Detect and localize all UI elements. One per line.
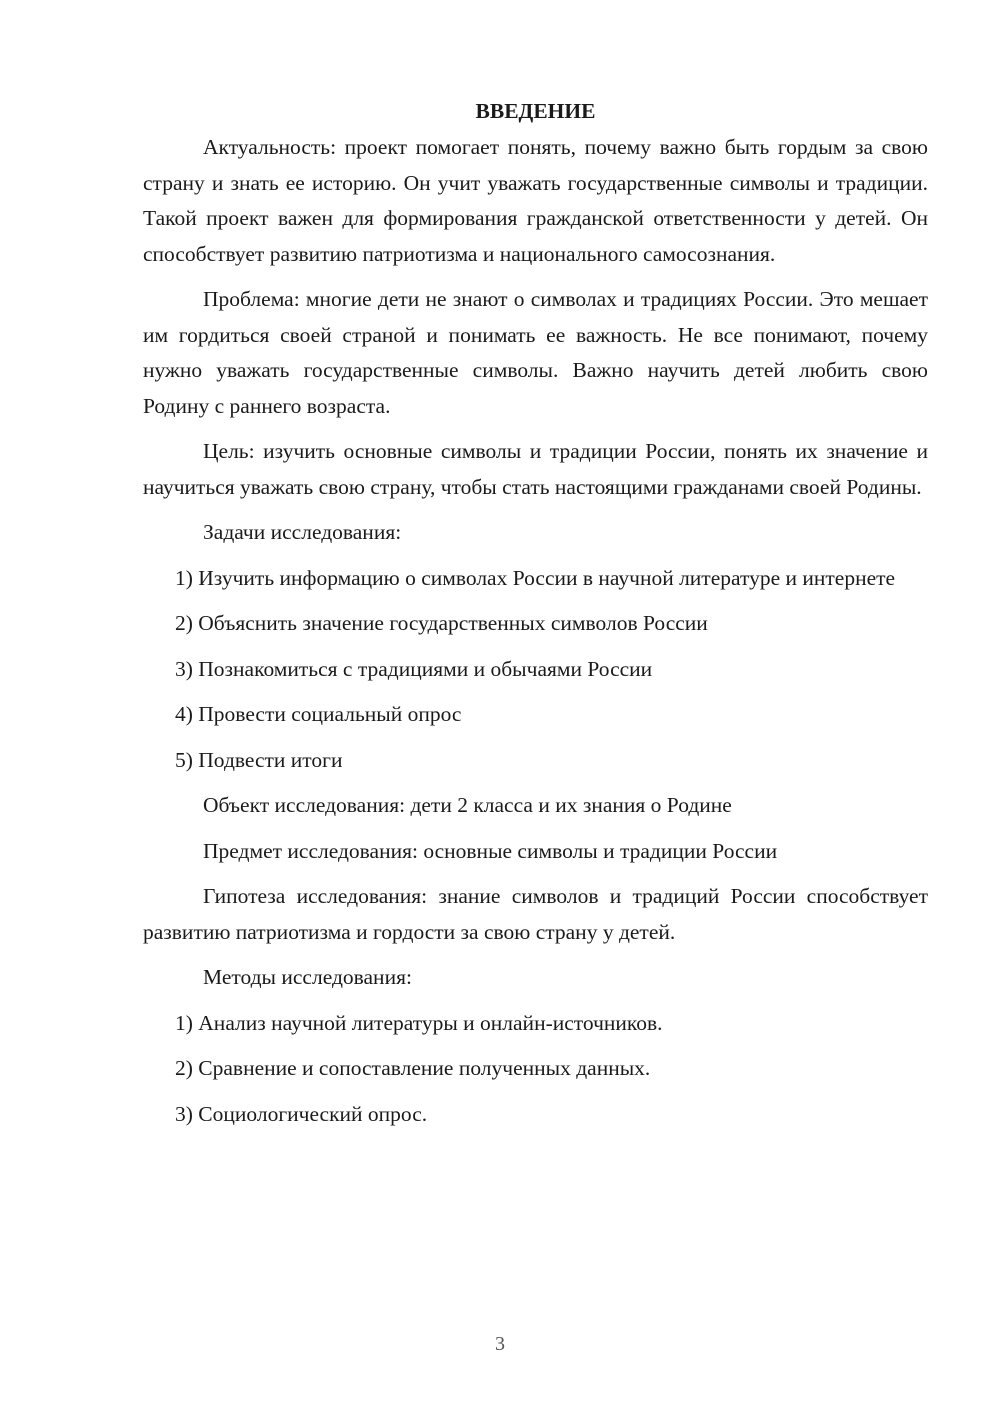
method-item: 3) Социологический опрос. [175,1101,428,1126]
goal-paragraph: Цель: изучить основные символы и традиции России, понять их значение и научиться уважать свою страну, чтобы стать настоящими гражданами своей Родины. [143,439,928,499]
research-subject: Предмет исследования: основные символы и традиции России [203,838,778,863]
methods-heading: Методы исследования: [203,965,412,989]
hypothesis-paragraph: Гипотеза исследования: знание символов и традиций России способствует развитию патриотизма и гордости за свою страну у детей. [143,884,928,944]
page-number: 3 [495,1333,505,1355]
relevance-paragraph: Актуальность: проект помогает понять, почему важно быть гордым за свою страну и знать ее историю. Он учит уважать государственные символы и традиции. Такой проект важен для формирования гражданской ответственности у детей. Он способствует развитию патриотизма и национального самосознания. [143,135,928,266]
task-item: 5) Подвести итоги [175,747,343,772]
task-item: 4) Провести социальный опрос [175,702,462,726]
research-object: Объект исследования: дети 2 класса и их знания о Родине [203,793,732,817]
task-item: 2) Объяснить значение государственных символов России [175,611,708,635]
task-item: 3) Познакомиться с традициями и обычаями России [175,656,653,681]
problem-paragraph: Проблема: многие дети не знают о символах и традициях России. Это мешает им гордиться своей страной и понимать ее важность. Не все понимают, почему нужно уважать государственные символы. Важно научить детей любить свою Родину с раннего возраста. [143,287,928,418]
tasks-heading: Задачи исследования: [203,520,402,544]
task-item: 1) Изучить информацию о символах России в научной литературе и интернете [175,565,896,590]
document-page [143,92,928,1132]
section-heading: ВВЕДЕНИЕ [475,99,596,123]
method-item: 1) Анализ научной литературы и онлайн-источников. [175,1010,663,1035]
method-item: 2) Сравнение и сопоставление полученных данных. [175,1056,651,1080]
